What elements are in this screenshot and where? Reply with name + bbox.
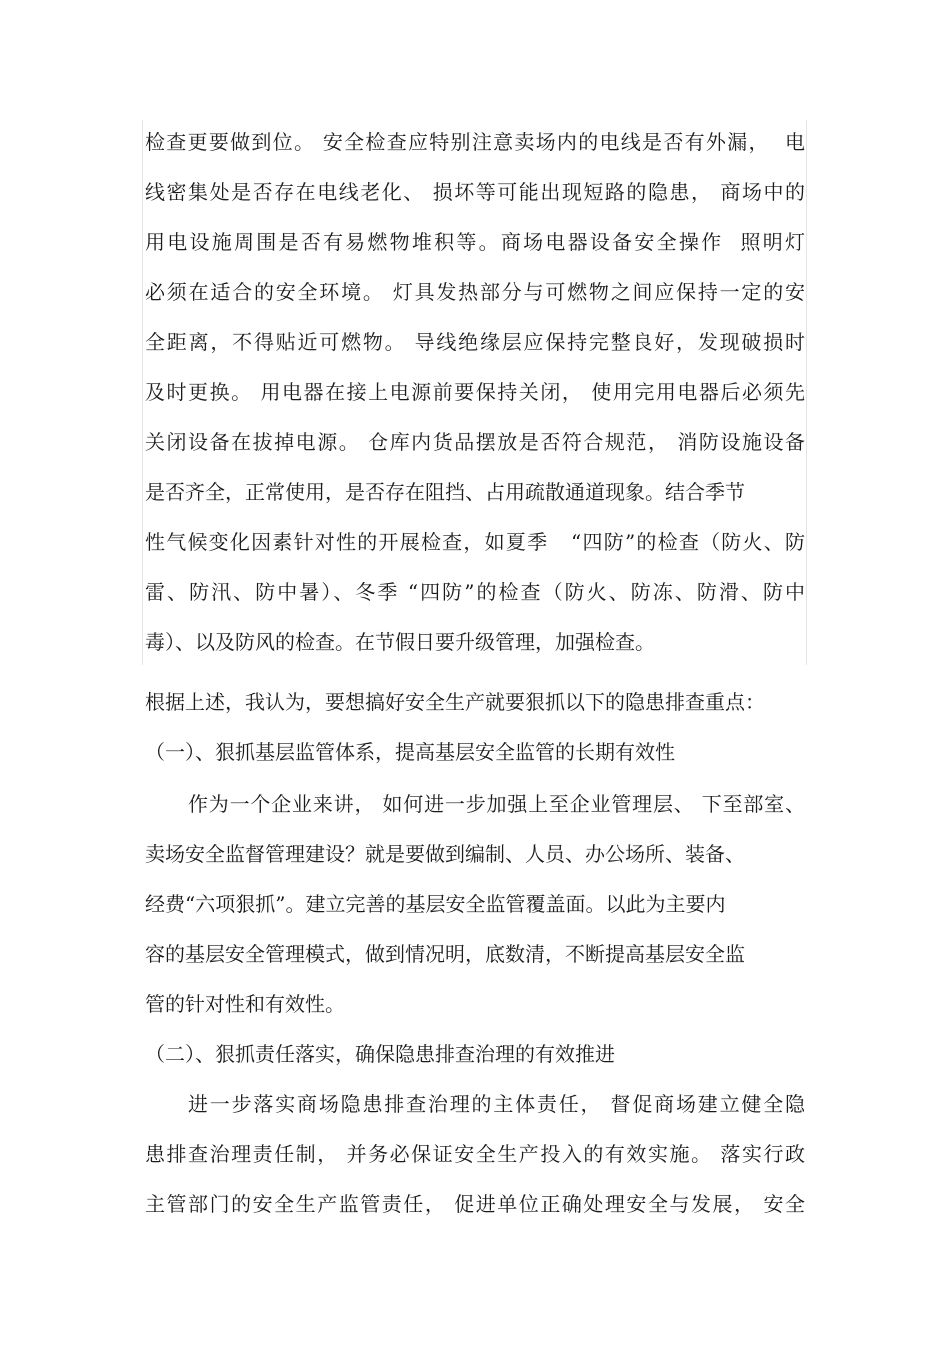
text-line: 检查更要做到位。 安全检查应特别注意卖场内的电线是否有外漏， 电 <box>145 130 805 154</box>
text-line: 是否齐全，正常使用，是否存在阻挡、占用疏散通道现象。结合季节 <box>145 480 745 504</box>
paragraph-line: 作为一个企业来讲， 如何进一步加强上至企业管理层、 下至部室、 <box>188 792 805 816</box>
paragraph-line: 卖场安全监督管理建设？就是要做到编制、人员、办公场所、装备、 <box>145 842 745 866</box>
text-line: 及时更换。 用电器在接上电源前要保持关闭， 使用完用电器后必须先 <box>145 380 805 404</box>
paragraph-line: 患排查治理责任制， 并务必保证安全生产投入的有效实施。 落实行政 <box>145 1142 805 1166</box>
text-line: 毒）、以及防风的检查。在节假日要升级管理，加强检查。 <box>145 630 655 654</box>
summary-line: 根据上述，我认为，要想搞好安全生产就要狠抓以下的隐患排查重点： <box>145 690 765 714</box>
section-heading: （一）、狠抓基层监管体系，提高基层安全监管的长期有效性 <box>145 740 675 764</box>
text-line: 用电设施周围是否有易燃物堆积等。商场电器设备安全操作 照明灯 <box>145 230 805 254</box>
section-heading: （二）、狠抓责任落实，确保隐患排查治理的有效推进 <box>145 1042 615 1066</box>
text-line: 必须在适合的安全环境。 灯具发热部分与可燃物之间应保持一定的安 <box>145 280 805 304</box>
text-line: 性气候变化因素针对性的开展检查，如夏季 “四防”的检查（防火、防 <box>145 530 805 554</box>
text-line: 线密集处是否存在电线老化、 损坏等可能出现短路的隐患， 商场中的 <box>145 180 805 204</box>
paragraph-line: 容的基层安全管理模式，做到情况明，底数清，不断提高基层安全监 <box>145 942 745 966</box>
text-line: 雷、防汛、防中暑）、冬季 “四防”的检查（防火、防冻、防滑、防中 <box>145 580 805 604</box>
paragraph-line: 主管部门的安全生产监管责任， 促进单位正确处理安全与发展， 安全 <box>145 1192 805 1216</box>
text-line: 关闭设备在拔掉电源。 仓库内货品摆放是否符合规范， 消防设施设备 <box>145 430 805 454</box>
paragraph-line: 经费“六项狠抓”。建立完善的基层安全监管覆盖面。以此为主要内 <box>145 892 726 916</box>
text-line: 全距离，不得贴近可燃物。 导线绝缘层应保持完整良好，发现破损时 <box>145 330 805 354</box>
paragraph-line: 进一步落实商场隐患排查治理的主体责任， 督促商场建立健全隐 <box>188 1092 805 1116</box>
paragraph-line: 管的针对性和有效性。 <box>145 992 345 1016</box>
